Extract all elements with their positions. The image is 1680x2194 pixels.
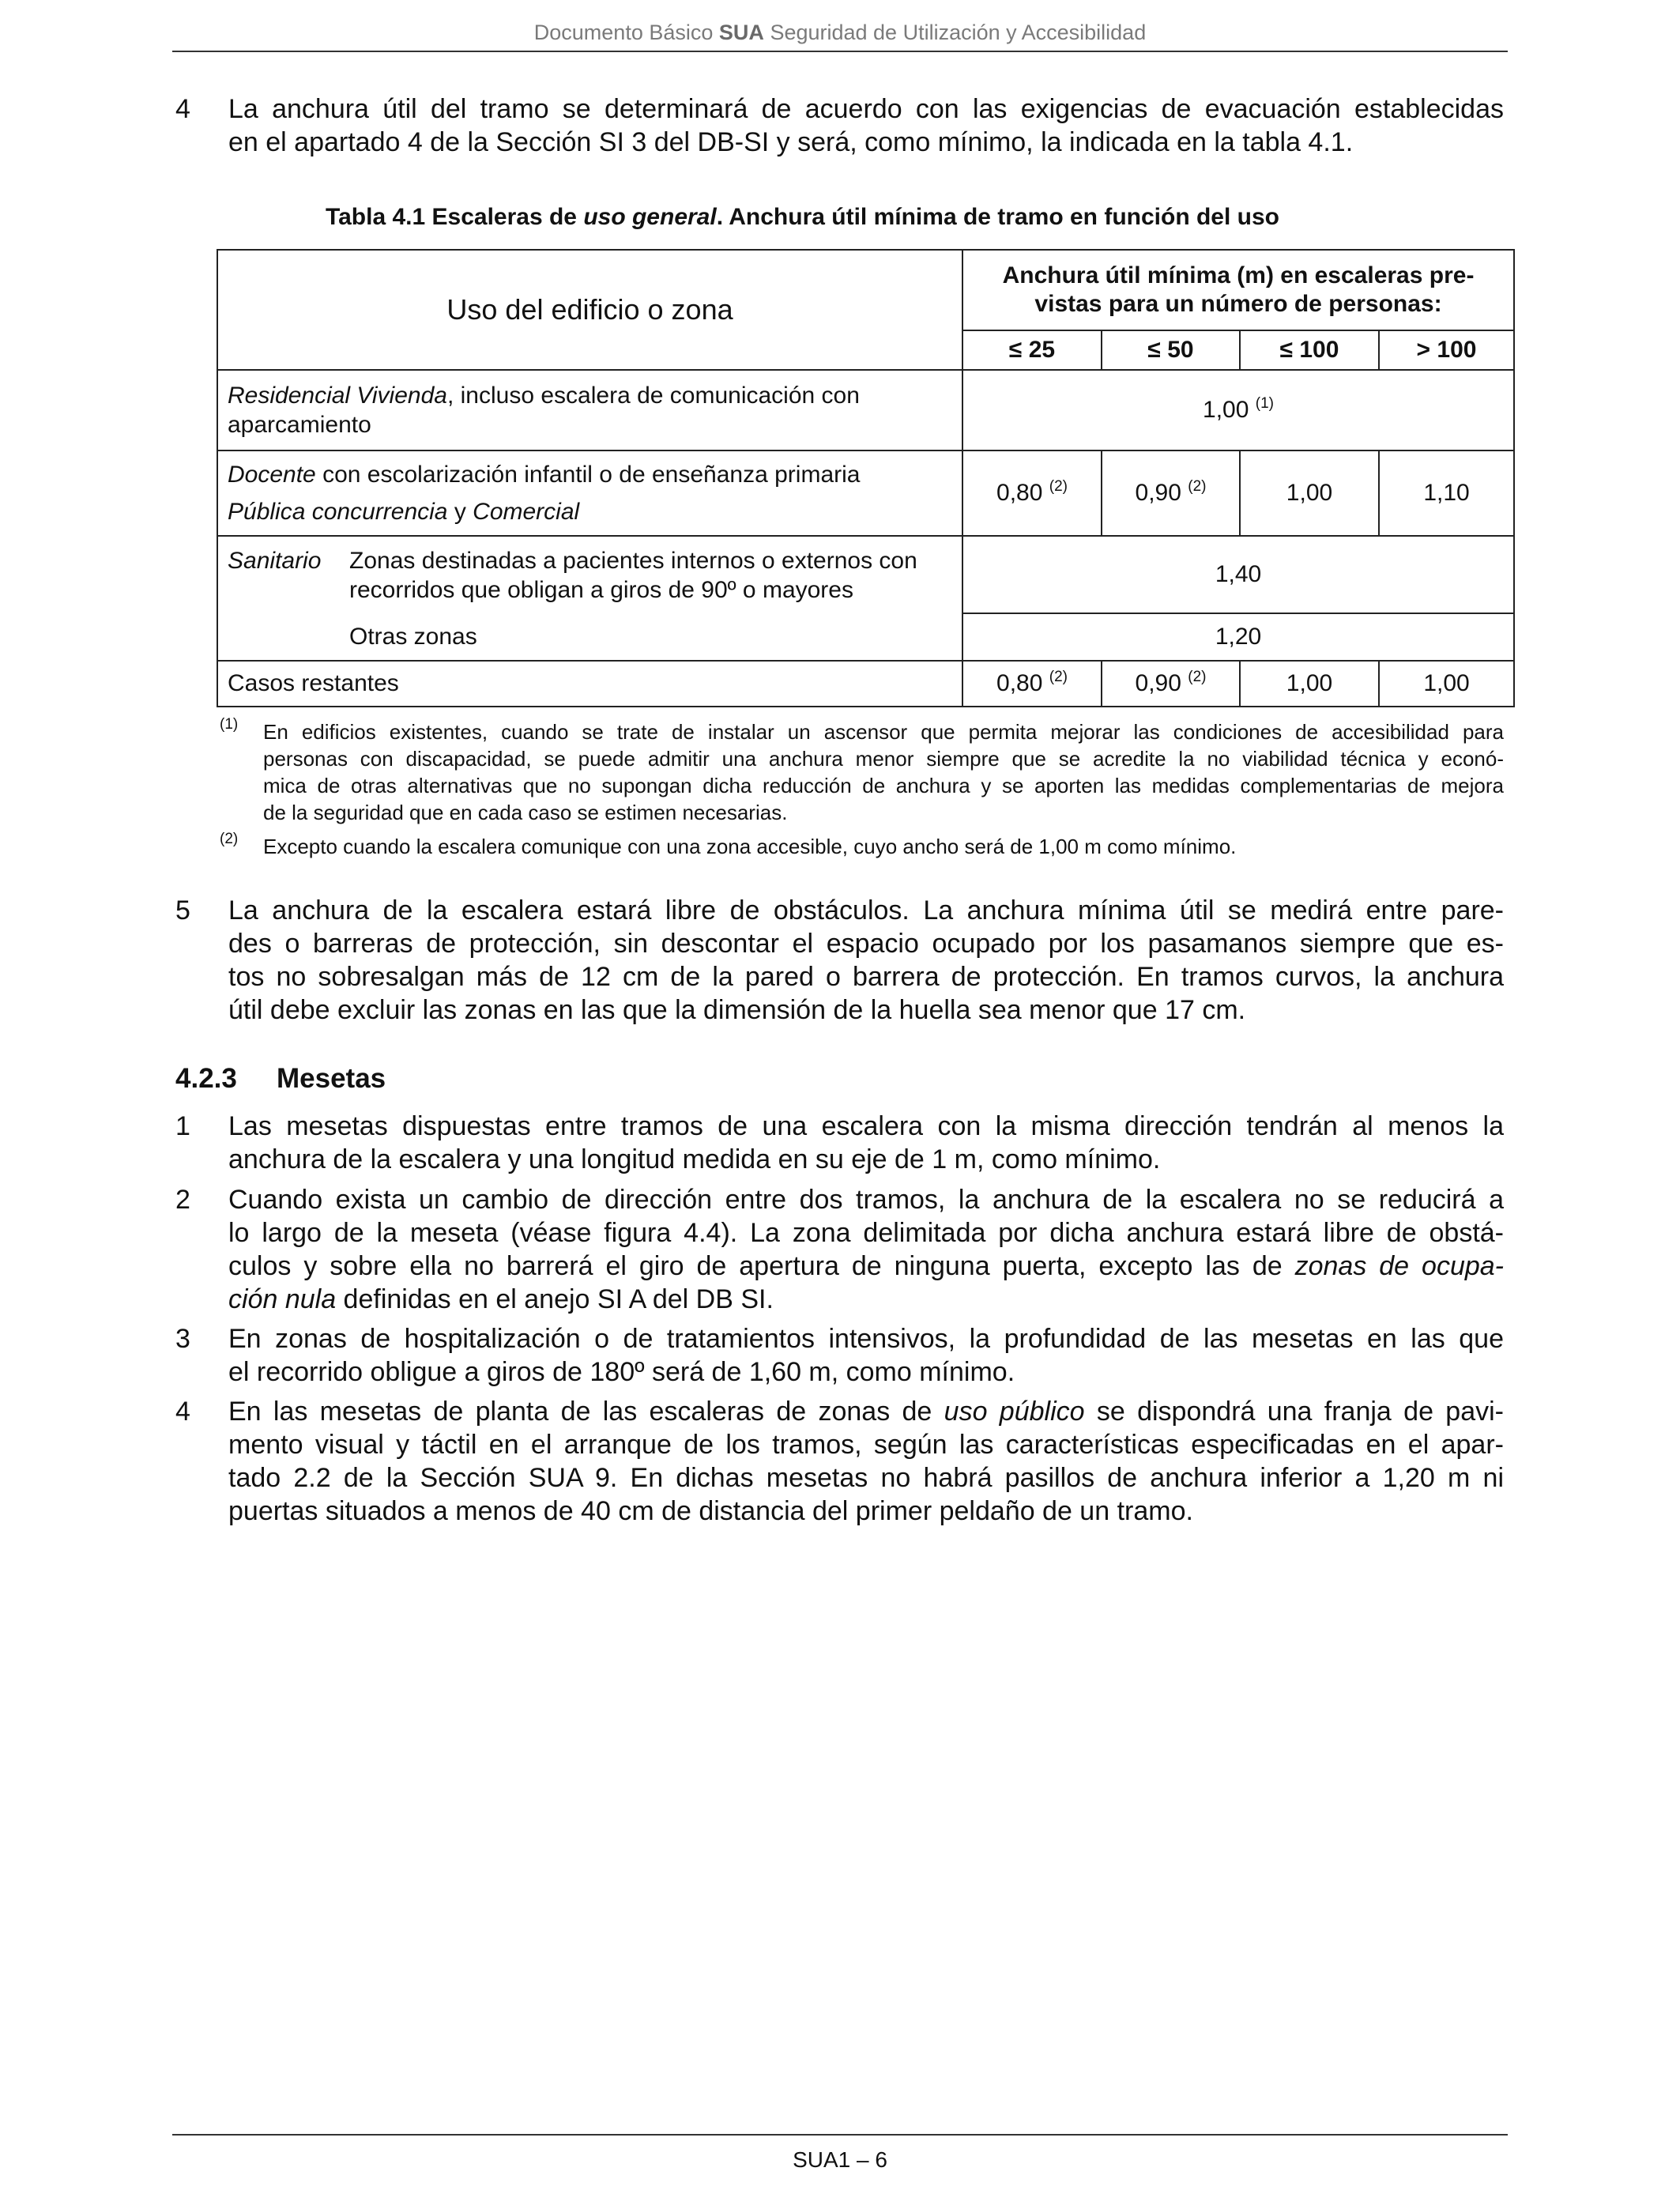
col-header: > 100	[1379, 330, 1514, 370]
footnote-mark: (1)	[220, 716, 239, 733]
cell-value: 0,90	[1135, 670, 1181, 696]
stair-width-table	[217, 249, 1515, 707]
footnote-line: mica de otras alternativas que no supongan dicha reducción de anchura y se aporten las medidas complementarias de mejora	[263, 774, 1504, 797]
table-row	[217, 370, 1514, 450]
doc-prefix: Documento Básico	[533, 21, 714, 44]
row-label-em: Sanitario	[228, 547, 322, 574]
paragraph-line: Cuando exista un cambio de dirección entre dos tramos, la anchura de la escalera no se reducirá a	[228, 1185, 1504, 1215]
table-cell	[1102, 661, 1240, 707]
paragraph-number: 2	[175, 1185, 190, 1215]
line-text: culos y sobre ella no barrerá el giro de apertura de ninguna puerta, excepto las de	[228, 1251, 1295, 1281]
table-cell: 1,00	[1379, 661, 1514, 707]
paragraph-number: 1	[175, 1111, 190, 1141]
paragraph-line	[228, 1395, 1504, 1428]
table-cell	[962, 661, 1102, 707]
section-number: 4.2.3	[175, 1063, 237, 1094]
paragraph-line: puertas situados a menos de 40 cm de distancia del primer peldaño de un tramo.	[228, 1496, 1193, 1526]
row-label-em: Residencial Vivienda	[228, 383, 447, 409]
meseta-paragraph-3	[228, 1322, 1504, 1389]
table-cell	[962, 370, 1514, 450]
row-label-text: y	[447, 499, 473, 525]
paragraph-number: 4	[175, 1397, 190, 1427]
paragraph-line: anchura de la escalera y una longitud medida en su eje de 1 m, como mínimo.	[228, 1144, 1161, 1174]
table-cell	[962, 450, 1102, 536]
footnote-ref: (2)	[1049, 478, 1068, 495]
row-label	[217, 450, 962, 536]
doc-title: Seguridad de Utilización y Accesibilidad	[770, 21, 1147, 44]
row-label-text: con escolarización infantil o de enseñanza primaria	[315, 462, 861, 488]
table-cell	[1102, 450, 1240, 536]
table-cell: 1,40	[962, 536, 1514, 613]
row-label	[217, 536, 962, 613]
cell-value: 0,80	[996, 670, 1043, 696]
paragraph-line: mento visual y táctil en el arranque de los tramos, según las características especificadas en el apar-	[228, 1430, 1504, 1460]
footnote-ref: (2)	[1188, 669, 1207, 685]
table-row	[217, 536, 1514, 613]
col-header: ≤ 25	[962, 330, 1102, 370]
footnote-2: Excepto cuando la escalera comunique con una zona accesible, cuyo ancho será de 1,00 m como mínimo.	[263, 835, 1237, 858]
line-emphasis: ción nula	[228, 1284, 337, 1314]
row-label: Casos restantes	[217, 661, 962, 707]
footnote-mark: (2)	[220, 831, 239, 847]
paragraph-line	[228, 1283, 1504, 1316]
table-cell: 1,00	[1240, 450, 1379, 536]
header-use: Uso del edificio o zona	[217, 250, 962, 370]
table-caption	[326, 204, 1279, 231]
footnote-1	[263, 718, 1504, 826]
paragraph-4	[228, 92, 1504, 159]
header-rule	[172, 51, 1508, 52]
cell-value: 0,90	[1135, 480, 1181, 506]
row-label-em: Pública concurrencia	[228, 499, 448, 525]
table-header-row	[217, 250, 1514, 330]
line-text: se dispondrá una franja de pavi-	[1084, 1397, 1504, 1427]
line-text: definidas en el anejo SI A del DB SI.	[336, 1284, 774, 1314]
paragraph-line: Las mesetas dispuestas entre tramos de una escalera con la misma dirección tendrán al menos la	[228, 1111, 1504, 1141]
paragraph-line: des o barreras de protección, sin descontar el espacio ocupado por los pasamanos siempre que es-	[228, 929, 1504, 959]
paragraph-line: útil debe excluir las zonas en las que la dimensión de la huella sea menor que 17 cm.	[228, 995, 1246, 1025]
footnote-ref: (2)	[1049, 669, 1068, 685]
paragraph-number: 3	[175, 1324, 190, 1354]
col-header: ≤ 50	[1102, 330, 1240, 370]
paragraph-line: lo largo de la meseta (véase figura 4.4). La zona delimitada por dicha anchura estará libre de obstá-	[228, 1218, 1504, 1248]
line-emphasis: uso público	[944, 1397, 1085, 1427]
table-cell: 1,00	[1240, 661, 1379, 707]
meseta-paragraph-2	[228, 1183, 1504, 1316]
footer-rule	[172, 2134, 1508, 2136]
table-row	[217, 661, 1514, 707]
section-title: Mesetas	[277, 1063, 386, 1094]
paragraph-line: En zonas de hospitalización o de tratamientos intensivos, la profundidad de las mesetas en las que	[228, 1324, 1504, 1354]
col-header: ≤ 100	[1240, 330, 1379, 370]
page-number: SUA1 – 6	[793, 2147, 887, 2172]
caption-text: . Anchura útil mínima de tramo en función del uso	[716, 204, 1279, 230]
paragraph-line: tos no sobresalgan más de 12 cm de la pared o barrera de protección. En tramos curvos, la anchura	[228, 962, 1504, 992]
line-emphasis: zonas de ocupa-	[1294, 1251, 1504, 1281]
header-width: Anchura útil mínima (m) en escaleras pre-vistas para un número de personas:	[962, 250, 1514, 330]
paragraph-line: el recorrido obligue a giros de 180º será de 1,60 m, como mínimo.	[228, 1357, 1015, 1387]
paragraph-line: La anchura útil del tramo se determinará de acuerdo con las exigencias de evacuación establecidas	[228, 94, 1504, 124]
meseta-paragraph-4	[228, 1395, 1504, 1528]
cell-value: 1,00	[1203, 397, 1249, 423]
paragraph-number: 5	[175, 895, 190, 925]
paragraph-line: en el apartado 4 de la Sección SI 3 del DB-SI y será, como mínimo, la indicada en la tabla 4.1.	[228, 127, 1354, 157]
paragraph-number: 4	[175, 94, 190, 124]
paragraph-line: La anchura de la escalera estará libre de obstáculos. La anchura mínima útil se medirá entre pare-	[228, 895, 1504, 925]
row-label-text: Zonas destinadas a pacientes internos o externos con recorridos que obligan a giros de 90º o mayores	[349, 547, 917, 603]
paragraph-line: tado 2.2 de la Sección SUA 9. En dichas mesetas no habrá pasillos de anchura inferior a 1,20 m ni	[228, 1463, 1504, 1493]
paragraph-line	[228, 1250, 1504, 1283]
row-label: Otras zonas	[217, 613, 962, 661]
footnote-ref: (1)	[1255, 395, 1274, 412]
meseta-paragraph-1	[228, 1110, 1504, 1176]
row-label-text: , incluso escalera de comunicación con aparcamiento	[228, 383, 860, 438]
row-label-em: Docente	[228, 462, 316, 488]
footnote-line: personas con discapacidad, se puede admitir una anchura menor siempre que se acredite la no viabilidad técnica y econó-	[263, 747, 1504, 771]
caption-text: Tabla 4.1 Escaleras de	[326, 204, 584, 230]
table-row	[217, 450, 1514, 536]
paragraph-5	[228, 894, 1504, 1027]
table-cell: 1,10	[1379, 450, 1514, 536]
table-row	[217, 613, 1514, 661]
footnote-line: de la seguridad que en cada caso se estimen necesarias.	[263, 801, 788, 824]
caption-emphasis: uso general	[583, 204, 717, 230]
line-text: En las mesetas de planta de las escaleras de zonas de	[228, 1397, 944, 1427]
running-header	[0, 21, 1680, 45]
footnote-ref: (2)	[1188, 478, 1207, 495]
doc-code: SUA	[718, 21, 764, 44]
footnote-line: En edificios existentes, cuando se trate de instalar un ascensor que permita mejorar las condiciones de accesibilidad para	[263, 720, 1504, 744]
row-label-em: Comercial	[473, 499, 580, 525]
row-label	[217, 370, 962, 450]
table-cell: 1,20	[962, 613, 1514, 661]
cell-value: 0,80	[996, 480, 1043, 506]
